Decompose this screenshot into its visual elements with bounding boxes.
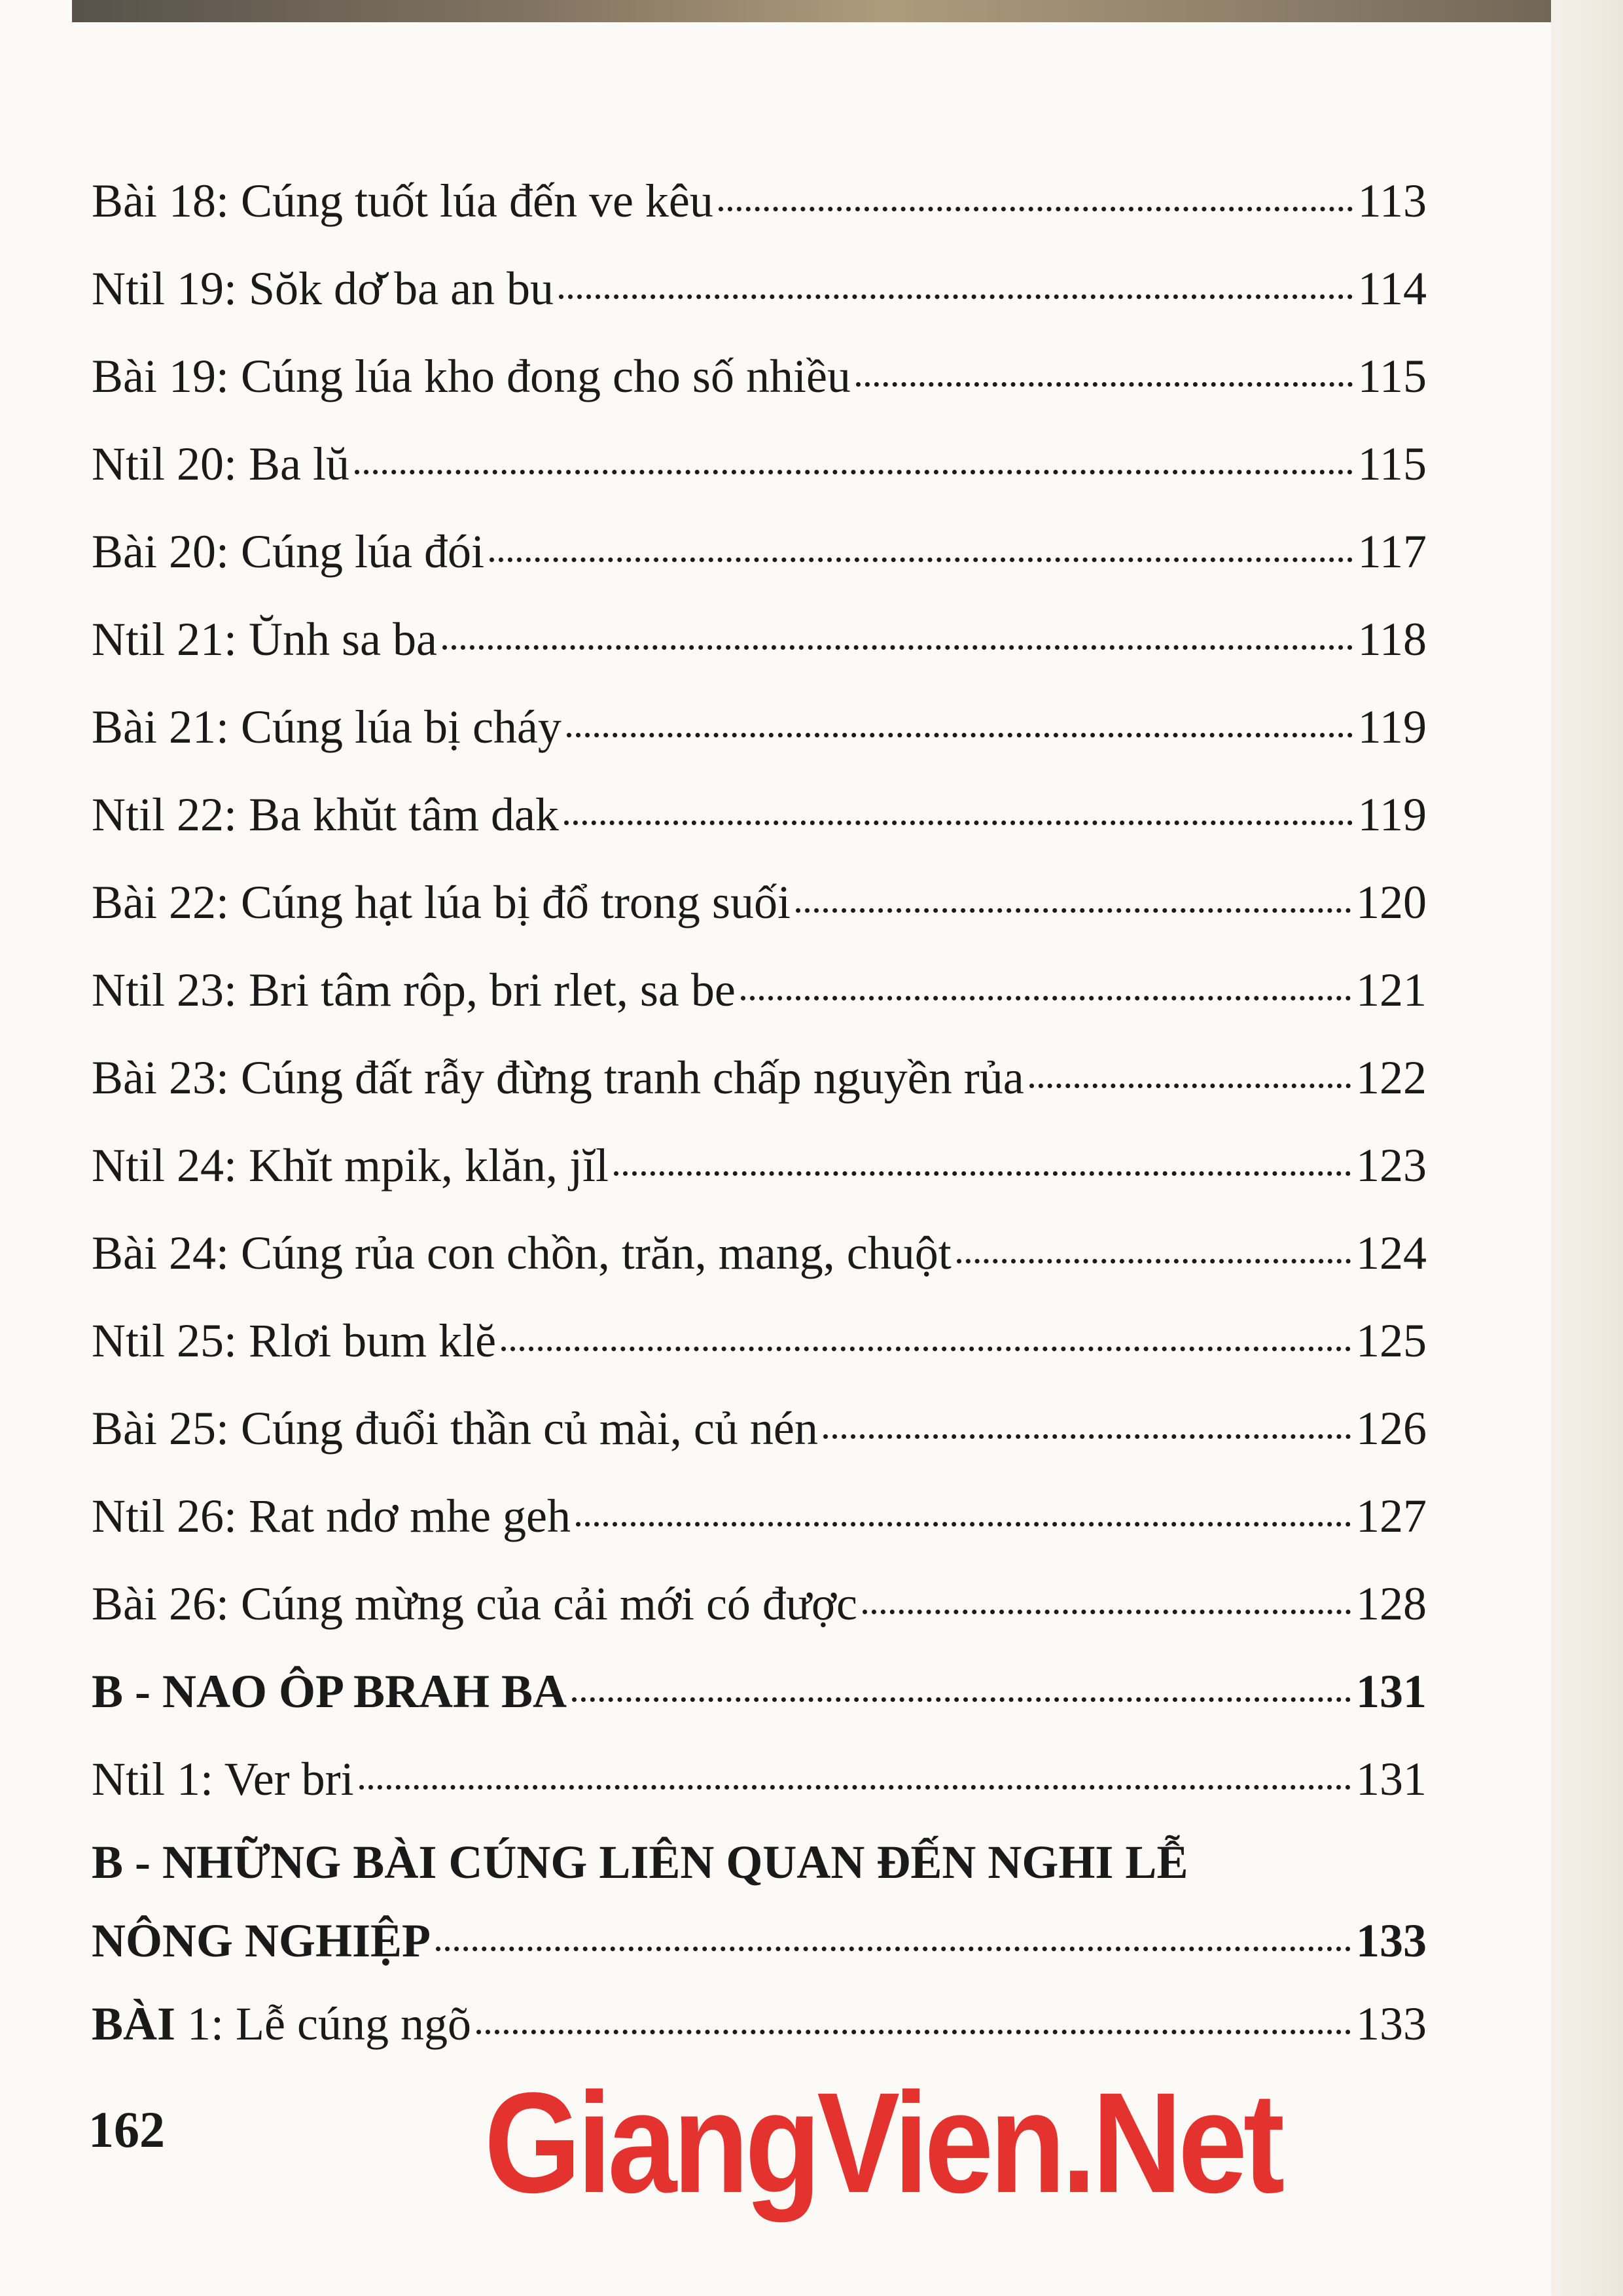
toc-entry bbox=[92, 771, 1427, 858]
dot-leader bbox=[564, 783, 1353, 830]
toc-entry bbox=[92, 508, 1427, 595]
dot-leader bbox=[572, 1660, 1351, 1707]
toc-entry-page: 117 bbox=[1357, 525, 1427, 578]
toc-entry-page: 124 bbox=[1356, 1227, 1427, 1279]
dot-leader bbox=[559, 257, 1353, 304]
toc-entry-label: Ntil 20: Ba lŭ bbox=[92, 438, 349, 490]
dot-leader bbox=[436, 1909, 1351, 1956]
toc-entry-page: 127 bbox=[1356, 1490, 1427, 1542]
toc-section-page: 131 bbox=[1356, 1665, 1427, 1718]
toc-section-label-cont: NÔNG NGHIỆP bbox=[92, 1915, 431, 1967]
table-of-contents bbox=[92, 157, 1427, 2068]
toc-entry-page: 118 bbox=[1357, 613, 1427, 665]
dot-leader bbox=[576, 1485, 1351, 1532]
dot-leader bbox=[957, 1222, 1351, 1269]
dot-leader bbox=[442, 608, 1353, 655]
toc-entry-page: 119 bbox=[1357, 788, 1427, 841]
toc-entry-label: Bài 26: Cúng mừng của cải mới có được bbox=[92, 1578, 857, 1630]
page-right-margin bbox=[1551, 0, 1623, 2296]
toc-entry bbox=[92, 1385, 1427, 1472]
toc-entry-label-prefix: BÀI bbox=[92, 1998, 176, 2050]
toc-entry bbox=[92, 595, 1427, 683]
toc-entry-label: Bài 20: Cúng lúa đói bbox=[92, 525, 484, 578]
toc-entry-page: 128 bbox=[1356, 1578, 1427, 1630]
toc-entry-page: 125 bbox=[1356, 1315, 1427, 1367]
toc-entry-page: 126 bbox=[1356, 1402, 1427, 1455]
toc-entry-label: Bài 21: Cúng lúa bị cháy bbox=[92, 701, 562, 753]
dot-leader bbox=[863, 1572, 1351, 1619]
toc-entry bbox=[92, 1297, 1427, 1385]
toc-entry bbox=[92, 946, 1427, 1034]
toc-section-page: 133 bbox=[1356, 1915, 1427, 1967]
dot-leader bbox=[567, 696, 1353, 743]
toc-entry-page: 114 bbox=[1357, 262, 1427, 315]
dot-leader bbox=[1029, 1046, 1351, 1093]
toc-entry-page: 122 bbox=[1356, 1051, 1427, 1104]
dot-leader bbox=[856, 345, 1353, 392]
toc-entry-label: Ntil 21: Ŭnh sa ba bbox=[92, 613, 437, 665]
toc-entry-label: Ntil 1: Ver bri bbox=[92, 1753, 354, 1805]
toc-entry-page: 121 bbox=[1356, 964, 1427, 1016]
toc-entry-page: 119 bbox=[1357, 701, 1427, 753]
toc-entry bbox=[92, 420, 1427, 508]
toc-entry-page: 123 bbox=[1356, 1139, 1427, 1192]
toc-entry-label-rest: 1: Lễ cúng ngõ bbox=[175, 1998, 471, 2050]
toc-entry bbox=[92, 332, 1427, 420]
dot-leader bbox=[490, 520, 1353, 567]
toc-entry-label: Bài 23: Cúng đất rẫy đừng tranh chấp nguyền rủa bbox=[92, 1051, 1024, 1104]
dot-leader bbox=[359, 1748, 1351, 1795]
toc-entry-page: 113 bbox=[1357, 175, 1427, 227]
dot-leader bbox=[741, 959, 1351, 1006]
toc-entry bbox=[92, 1209, 1427, 1297]
toc-entry-label: Bài 19: Cúng lúa kho đong cho số nhiều bbox=[92, 350, 851, 402]
toc-section-heading-line2 bbox=[92, 1901, 1427, 1980]
toc-entry-label: Ntil 23: Bri tâm rôp, bri rlet, sa be bbox=[92, 964, 736, 1016]
dot-leader bbox=[796, 871, 1351, 918]
toc-entry-label: Ntil 26: Rat ndơ mhe geh bbox=[92, 1490, 571, 1542]
page-number: 162 bbox=[88, 2101, 165, 2158]
toc-entry bbox=[92, 1735, 1427, 1823]
toc-entry-label: Bài 22: Cúng hạt lúa bị đổ trong suối bbox=[92, 876, 791, 928]
toc-entry-page: 131 bbox=[1356, 1753, 1427, 1805]
toc-entry-page: 120 bbox=[1356, 876, 1427, 928]
dot-leader bbox=[355, 433, 1353, 480]
toc-entry-label: Ntil 24: Khĭt mpik, klăn, jĭl bbox=[92, 1139, 609, 1192]
watermark: GiangVien.Net bbox=[484, 2063, 1281, 2223]
toc-section-heading-line1 bbox=[92, 1823, 1427, 1901]
toc-entry-page: 115 bbox=[1357, 438, 1427, 490]
toc-entry-label: Bài 18: Cúng tuốt lúa đến ve kêu bbox=[92, 175, 713, 227]
toc-entry-label: Bài 25: Cúng đuổi thần củ mài, củ nén bbox=[92, 1402, 818, 1455]
dot-leader bbox=[823, 1397, 1351, 1444]
toc-entry-label: Ntil 25: Rlơi bum klĕ bbox=[92, 1315, 497, 1367]
dot-leader bbox=[501, 1309, 1351, 1356]
toc-entry bbox=[92, 1980, 1427, 2068]
dot-leader bbox=[719, 169, 1353, 217]
toc-entry bbox=[92, 1034, 1427, 1122]
toc-entry-label bbox=[92, 1980, 471, 2068]
toc-entry bbox=[92, 157, 1427, 245]
toc-section-label: B - NAO ÔP BRAH BA bbox=[92, 1665, 567, 1718]
dot-leader bbox=[614, 1134, 1351, 1181]
toc-entry-label: Bài 24: Cúng rủa con chồn, trăn, mang, chuột bbox=[92, 1227, 952, 1279]
toc-entry bbox=[92, 1472, 1427, 1560]
toc-entry-page: 115 bbox=[1357, 350, 1427, 402]
page-top-edge bbox=[72, 0, 1551, 22]
toc-entry-label: Ntil 22: Ba khŭt tâm dak bbox=[92, 788, 559, 841]
toc-entry-page: 133 bbox=[1356, 1998, 1427, 2050]
toc-entry bbox=[92, 1122, 1427, 1209]
toc-section-heading bbox=[92, 1648, 1427, 1735]
toc-entry bbox=[92, 245, 1427, 332]
toc-entry bbox=[92, 1560, 1427, 1648]
toc-entry bbox=[92, 683, 1427, 771]
toc-entry bbox=[92, 858, 1427, 946]
toc-entry-label: Ntil 19: Sŏk dơ̆ ba an bu bbox=[92, 262, 554, 315]
toc-section-label: B - NHỮNG BÀI CÚNG LIÊN QUAN ĐẾN NGHI LỄ bbox=[92, 1836, 1188, 1888]
dot-leader bbox=[476, 1992, 1351, 2040]
